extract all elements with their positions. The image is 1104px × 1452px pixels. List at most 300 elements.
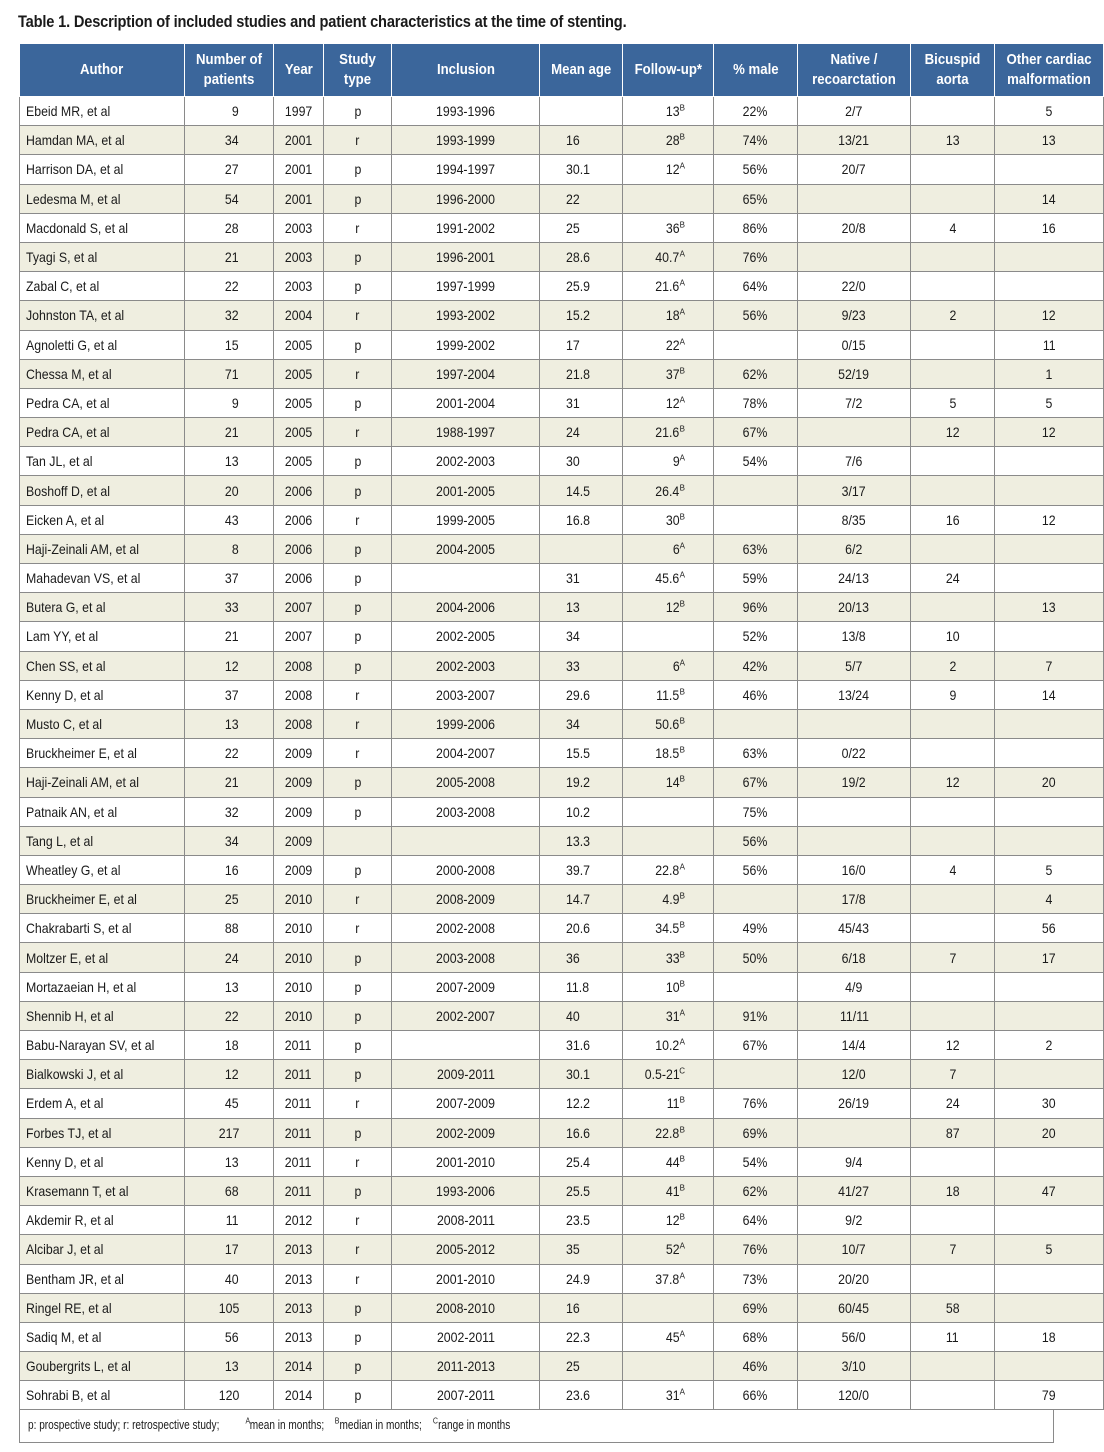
- cell-male: 50%: [714, 943, 798, 972]
- cell-study-type: r: [324, 126, 392, 155]
- cell-follow-up: $41^B$: [623, 1176, 714, 1205]
- cell-bicuspid: [911, 184, 995, 213]
- cell-male: [714, 1060, 798, 1089]
- cell-follow-up: $18^A$: [623, 301, 714, 330]
- cell-inclusion: 2002-2011: [392, 1322, 540, 1351]
- cell-male: 76%: [714, 1235, 798, 1264]
- table-row: [20, 885, 1104, 914]
- cell-study-type: p: [324, 272, 392, 301]
- cell-mean-age: 40: [540, 1001, 623, 1030]
- cell-patients: 120: [185, 1381, 274, 1410]
- cell-other: 5: [995, 97, 1104, 126]
- cell-inclusion: 1993-1999: [392, 126, 540, 155]
- cell-patients: 40: [185, 1264, 274, 1293]
- cell-follow-up: [623, 1293, 714, 1322]
- cell-study-type: p: [324, 1381, 392, 1410]
- cell-native: 10/7: [798, 1235, 911, 1264]
- cell-patients: 32: [185, 301, 274, 330]
- cell-inclusion: 1997-2004: [392, 359, 540, 388]
- cell-study-type: p: [324, 1322, 392, 1351]
- cell-male: 49%: [714, 914, 798, 943]
- cell-inclusion: 1993-2002: [392, 301, 540, 330]
- cell-year: 2005: [274, 418, 324, 447]
- cell-mean-age: 30: [540, 447, 623, 476]
- cell-other: [995, 826, 1104, 855]
- cell-author: Haji-Zeinali AM, et al: [20, 768, 185, 797]
- cell-mean-age: 24: [540, 418, 623, 447]
- follow-up-marker: A: [679, 1008, 685, 1018]
- cell-patients: 33: [185, 593, 274, 622]
- cell-year: 2009: [274, 768, 324, 797]
- cell-study-type: p: [324, 97, 392, 126]
- table-row: [20, 593, 1104, 622]
- follow-up-marker: A: [679, 395, 685, 405]
- cell-native: [798, 826, 911, 855]
- cell-author: Sadiq M, et al: [20, 1322, 185, 1351]
- cell-patients: 13: [185, 1352, 274, 1381]
- header-follow-up: Follow-up*: [623, 44, 714, 97]
- cell-male: 64%: [714, 1206, 798, 1235]
- cell-other: 5: [995, 388, 1104, 417]
- cell-follow-up: $18.5^B$: [623, 739, 714, 768]
- cell-native: 22/0: [798, 272, 911, 301]
- follow-up-marker: A: [679, 1037, 685, 1047]
- cell-other: [995, 447, 1104, 476]
- cell-author: Kenny D, et al: [20, 1147, 185, 1176]
- follow-up-marker: B: [679, 599, 685, 609]
- table-row: [20, 1206, 1104, 1235]
- cell-mean-age: 31: [540, 564, 623, 593]
- cell-native: 26/19: [798, 1089, 911, 1118]
- cell-inclusion: 2004-2006: [392, 593, 540, 622]
- cell-patients: 34: [185, 826, 274, 855]
- cell-year: 2013: [274, 1235, 324, 1264]
- cell-male: 68%: [714, 1322, 798, 1351]
- cell-other: 30: [995, 1089, 1104, 1118]
- cell-native: [798, 418, 911, 447]
- table-row: [20, 651, 1104, 680]
- table-row: [20, 768, 1104, 797]
- cell-native: 16/0: [798, 855, 911, 884]
- cell-author: Ebeid MR, et al: [20, 97, 185, 126]
- cell-follow-up: $22^A$: [623, 330, 714, 359]
- follow-up-marker: A: [679, 862, 685, 872]
- follow-up-marker: B: [679, 482, 685, 492]
- cell-patients: 28: [185, 213, 274, 242]
- cell-year: 2001: [274, 126, 324, 155]
- table-row: [20, 418, 1104, 447]
- follow-up-marker: B: [679, 132, 685, 142]
- table-row: [20, 564, 1104, 593]
- cell-other: [995, 534, 1104, 563]
- cell-mean-age: 17: [540, 330, 623, 359]
- follow-up-marker: A: [679, 453, 685, 463]
- cell-author: Ringel RE, et al: [20, 1293, 185, 1322]
- cell-year: 2010: [274, 943, 324, 972]
- cell-follow-up: $11.5^B$: [623, 680, 714, 709]
- cell-native: 20/7: [798, 155, 911, 184]
- cell-bicuspid: 7: [911, 1235, 995, 1264]
- cell-patients: 25: [185, 885, 274, 914]
- cell-native: 11/11: [798, 1001, 911, 1030]
- cell-study-type: p: [324, 622, 392, 651]
- cell-mean-age: 14.5: [540, 476, 623, 505]
- table-row: [20, 739, 1104, 768]
- cell-other: [995, 476, 1104, 505]
- cell-author: Pedra CA, et al: [20, 388, 185, 417]
- table-row: [20, 914, 1104, 943]
- cell-patients: 22: [185, 739, 274, 768]
- cell-study-type: r: [324, 914, 392, 943]
- cell-author: Erdem A, et al: [20, 1089, 185, 1118]
- cell-native: 8/35: [798, 505, 911, 534]
- cell-follow-up: $31^A$: [623, 1381, 714, 1410]
- cell-mean-age: 21.8: [540, 359, 623, 388]
- cell-study-type: p: [324, 797, 392, 826]
- cell-mean-age: 16: [540, 126, 623, 155]
- cell-inclusion: 2007-2009: [392, 1089, 540, 1118]
- table-row: [20, 301, 1104, 330]
- cell-native: [798, 797, 911, 826]
- cell-native: 41/27: [798, 1176, 911, 1205]
- studies-table-container: [19, 43, 1092, 1443]
- cell-male: 54%: [714, 447, 798, 476]
- cell-study-type: p: [324, 768, 392, 797]
- cell-study-type: p: [324, 1293, 392, 1322]
- cell-other: 47: [995, 1176, 1104, 1205]
- cell-inclusion: 2001-2010: [392, 1264, 540, 1293]
- cell-study-type: p: [324, 534, 392, 563]
- table-body: [20, 97, 1104, 1410]
- cell-study-type: r: [324, 680, 392, 709]
- cell-bicuspid: [911, 709, 995, 738]
- follow-up-marker: A: [679, 336, 685, 346]
- cell-author: Bialkowski J, et al: [20, 1060, 185, 1089]
- cell-year: 2009: [274, 826, 324, 855]
- cell-inclusion: 2008-2010: [392, 1293, 540, 1322]
- cell-male: 63%: [714, 534, 798, 563]
- follow-up-marker: B: [679, 687, 685, 697]
- cell-year: 2009: [274, 739, 324, 768]
- cell-native: [798, 242, 911, 271]
- cell-author: Bruckheimer E, et al: [20, 885, 185, 914]
- cell-male: 54%: [714, 1147, 798, 1176]
- cell-author: Bentham JR, et al: [20, 1264, 185, 1293]
- cell-other: [995, 1206, 1104, 1235]
- cell-author: Zabal C, et al: [20, 272, 185, 301]
- follow-up-marker: A: [679, 658, 685, 667]
- follow-up-marker: A: [679, 161, 685, 171]
- table-row: [20, 972, 1104, 1001]
- cell-male: 67%: [714, 1031, 798, 1060]
- cell-study-type: p: [324, 476, 392, 505]
- cell-mean-age: [540, 97, 623, 126]
- cell-follow-up: $6^A$: [623, 534, 714, 563]
- cell-inclusion: 2001-2005: [392, 476, 540, 505]
- cell-other: 56: [995, 914, 1104, 943]
- cell-mean-age: 13: [540, 593, 623, 622]
- cell-bicuspid: [911, 1264, 995, 1293]
- cell-inclusion: 2004-2007: [392, 739, 540, 768]
- cell-mean-age: 10.2: [540, 797, 623, 826]
- cell-patients: 9: [185, 97, 274, 126]
- cell-follow-up: $34.5^B$: [623, 914, 714, 943]
- cell-male: [714, 709, 798, 738]
- cell-bicuspid: 16: [911, 505, 995, 534]
- follow-up-marker: A: [679, 570, 685, 580]
- cell-year: 2003: [274, 242, 324, 271]
- follow-up-marker: B: [679, 220, 685, 230]
- cell-male: 56%: [714, 826, 798, 855]
- header-native: Native / recoarctation: [798, 44, 911, 97]
- cell-year: 2013: [274, 1264, 324, 1293]
- cell-study-type: p: [324, 593, 392, 622]
- cell-study-type: p: [324, 972, 392, 1001]
- cell-patients: 37: [185, 680, 274, 709]
- cell-follow-up: [623, 622, 714, 651]
- cell-inclusion: 2008-2009: [392, 885, 540, 914]
- cell-native: 0/22: [798, 739, 911, 768]
- cell-native: 20/13: [798, 593, 911, 622]
- cell-other: [995, 1001, 1104, 1030]
- cell-inclusion: 2002-2005: [392, 622, 540, 651]
- cell-study-type: r: [324, 739, 392, 768]
- cell-native: 56/0: [798, 1322, 911, 1351]
- cell-other: [995, 739, 1104, 768]
- cell-study-type: r: [324, 1235, 392, 1264]
- cell-other: [995, 155, 1104, 184]
- cell-patients: 21: [185, 768, 274, 797]
- cell-inclusion: 2003-2008: [392, 797, 540, 826]
- cell-native: 120/0: [798, 1381, 911, 1410]
- cell-other: 12: [995, 418, 1104, 447]
- cell-male: 46%: [714, 680, 798, 709]
- cell-bicuspid: [911, 826, 995, 855]
- cell-inclusion: 1994-1997: [392, 155, 540, 184]
- cell-author: Forbes TJ, et al: [20, 1118, 185, 1147]
- follow-up-marker: B: [679, 891, 685, 901]
- cell-inclusion: 2001-2004: [392, 388, 540, 417]
- cell-mean-age: 34: [540, 622, 623, 651]
- cell-follow-up: $11^B$: [623, 1089, 714, 1118]
- cell-patients: 20: [185, 476, 274, 505]
- cell-patients: 45: [185, 1089, 274, 1118]
- table-row: [20, 1001, 1104, 1030]
- cell-author: Harrison DA, et al: [20, 155, 185, 184]
- cell-male: 56%: [714, 855, 798, 884]
- cell-bicuspid: [911, 593, 995, 622]
- cell-study-type: r: [324, 213, 392, 242]
- cell-inclusion: 2002-2003: [392, 447, 540, 476]
- cell-follow-up: $12^B$: [623, 1206, 714, 1235]
- cell-author: Kenny D, et al: [20, 680, 185, 709]
- follow-up-marker: B: [679, 1125, 685, 1134]
- table-row: [20, 97, 1104, 126]
- cell-inclusion: 2003-2007: [392, 680, 540, 709]
- cell-bicuspid: 13: [911, 126, 995, 155]
- cell-male: 64%: [714, 272, 798, 301]
- cell-follow-up: $50.6^B$: [623, 709, 714, 738]
- follow-up-marker: B: [679, 1154, 685, 1164]
- follow-up-marker: B: [679, 512, 685, 522]
- cell-year: 2009: [274, 855, 324, 884]
- cell-native: 9/2: [798, 1206, 911, 1235]
- header-bicuspid: Bicuspid aorta: [911, 44, 995, 97]
- cell-study-type: p: [324, 1176, 392, 1205]
- cell-mean-age: 15.5: [540, 739, 623, 768]
- follow-up-marker: A: [679, 1329, 685, 1339]
- cell-study-type: p: [324, 855, 392, 884]
- cell-bicuspid: 58: [911, 1293, 995, 1322]
- cell-follow-up: $36^B$: [623, 213, 714, 242]
- cell-author: Babu-Narayan SV, et al: [20, 1031, 185, 1060]
- cell-other: 4: [995, 885, 1104, 914]
- cell-mean-age: 28.6: [540, 242, 623, 271]
- cell-patients: 13: [185, 709, 274, 738]
- cell-study-type: r: [324, 359, 392, 388]
- table-row: [20, 1031, 1104, 1060]
- cell-other: 12: [995, 301, 1104, 330]
- cell-follow-up: [623, 184, 714, 213]
- cell-follow-up: $21.6^A$: [623, 272, 714, 301]
- cell-bicuspid: 2: [911, 301, 995, 330]
- cell-year: 2014: [274, 1381, 324, 1410]
- cell-male: 62%: [714, 1176, 798, 1205]
- cell-bicuspid: [911, 330, 995, 359]
- follow-up-marker: B: [679, 366, 685, 376]
- cell-other: [995, 272, 1104, 301]
- cell-inclusion: 1999-2002: [392, 330, 540, 359]
- cell-male: 69%: [714, 1118, 798, 1147]
- cell-inclusion: 2002-2003: [392, 651, 540, 680]
- cell-author: Chakrabarti S, et al: [20, 914, 185, 943]
- cell-patients: 16: [185, 855, 274, 884]
- header-author: Author: [20, 44, 185, 97]
- table-row: [20, 126, 1104, 155]
- cell-mean-age: 25.9: [540, 272, 623, 301]
- cell-author: Ledesma M, et al: [20, 184, 185, 213]
- cell-follow-up: $22.8^A$: [623, 855, 714, 884]
- cell-study-type: r: [324, 301, 392, 330]
- cell-year: 2005: [274, 388, 324, 417]
- cell-other: 79: [995, 1381, 1104, 1410]
- header-mean-age: Mean age: [540, 44, 623, 97]
- cell-inclusion: 2002-2008: [392, 914, 540, 943]
- cell-patients: 22: [185, 272, 274, 301]
- cell-year: 2001: [274, 184, 324, 213]
- cell-inclusion: 1999-2005: [392, 505, 540, 534]
- table-row: [20, 1089, 1104, 1118]
- cell-mean-age: 31: [540, 388, 623, 417]
- cell-other: [995, 1060, 1104, 1089]
- cell-patients: 18: [185, 1031, 274, 1060]
- cell-bicuspid: [911, 1206, 995, 1235]
- cell-other: 1: [995, 359, 1104, 388]
- cell-study-type: p: [324, 184, 392, 213]
- cell-inclusion: 2005-2012: [392, 1235, 540, 1264]
- cell-other: [995, 1293, 1104, 1322]
- follow-up-marker: B: [679, 920, 685, 930]
- follow-up-marker: A: [679, 1241, 685, 1251]
- cell-study-type: p: [324, 651, 392, 680]
- cell-native: 6/2: [798, 534, 911, 563]
- follow-up-marker: A: [679, 249, 685, 259]
- cell-other: 20: [995, 768, 1104, 797]
- cell-native: 9/4: [798, 1147, 911, 1176]
- cell-native: [798, 184, 911, 213]
- cell-other: 5: [995, 855, 1104, 884]
- cell-bicuspid: 10: [911, 622, 995, 651]
- table-row: [20, 826, 1104, 855]
- cell-follow-up: $28^B$: [623, 126, 714, 155]
- cell-mean-age: 25: [540, 1352, 623, 1381]
- cell-author: Mortazaeian H, et al: [20, 972, 185, 1001]
- cell-author: Wheatley G, et al: [20, 855, 185, 884]
- cell-native: 20/20: [798, 1264, 911, 1293]
- cell-patients: 71: [185, 359, 274, 388]
- cell-bicuspid: [911, 447, 995, 476]
- cell-author: Eicken A, et al: [20, 505, 185, 534]
- cell-inclusion: 2005-2008: [392, 768, 540, 797]
- cell-study-type: p: [324, 1001, 392, 1030]
- cell-patients: 88: [185, 914, 274, 943]
- cell-bicuspid: 4: [911, 855, 995, 884]
- cell-follow-up: $12^A$: [623, 155, 714, 184]
- header-male: % male: [714, 44, 798, 97]
- cell-patients: 12: [185, 651, 274, 680]
- cell-study-type: r: [324, 1264, 392, 1293]
- cell-follow-up: $37^B$: [623, 359, 714, 388]
- cell-patients: 68: [185, 1176, 274, 1205]
- cell-native: 2/7: [798, 97, 911, 126]
- follow-up-marker: B: [679, 424, 685, 434]
- cell-patients: 21: [185, 242, 274, 271]
- cell-other: 5: [995, 1235, 1104, 1264]
- cell-mean-age: 23.6: [540, 1381, 623, 1410]
- cell-inclusion: 1999-2006: [392, 709, 540, 738]
- cell-bicuspid: 12: [911, 768, 995, 797]
- follow-up-marker: B: [679, 745, 685, 755]
- cell-study-type: p: [324, 330, 392, 359]
- cell-author: Mahadevan VS, et al: [20, 564, 185, 593]
- cell-year: 2011: [274, 1089, 324, 1118]
- cell-study-type: p: [324, 1118, 392, 1147]
- cell-author: Boshoff D, et al: [20, 476, 185, 505]
- cell-mean-age: 33: [540, 651, 623, 680]
- cell-other: [995, 564, 1104, 593]
- follow-up-marker: B: [679, 774, 685, 784]
- cell-year: 2011: [274, 1031, 324, 1060]
- cell-male: 96%: [714, 593, 798, 622]
- cell-other: 7: [995, 651, 1104, 680]
- cell-mean-age: 39.7: [540, 855, 623, 884]
- cell-male: 67%: [714, 768, 798, 797]
- cell-follow-up: $22.8^B$: [623, 1118, 714, 1147]
- cell-native: 12/0: [798, 1060, 911, 1089]
- cell-mean-age: 12.2: [540, 1089, 623, 1118]
- table-row: [20, 534, 1104, 563]
- cell-male: 91%: [714, 1001, 798, 1030]
- table-row: [20, 184, 1104, 213]
- cell-author: Johnston TA, et al: [20, 301, 185, 330]
- cell-patients: 9: [185, 388, 274, 417]
- cell-mean-age: 30.1: [540, 155, 623, 184]
- cell-follow-up: $26.4^B$: [623, 476, 714, 505]
- cell-author: Agnoletti G, et al: [20, 330, 185, 359]
- cell-study-type: r: [324, 885, 392, 914]
- cell-inclusion: 2007-2011: [392, 1381, 540, 1410]
- cell-other: [995, 1264, 1104, 1293]
